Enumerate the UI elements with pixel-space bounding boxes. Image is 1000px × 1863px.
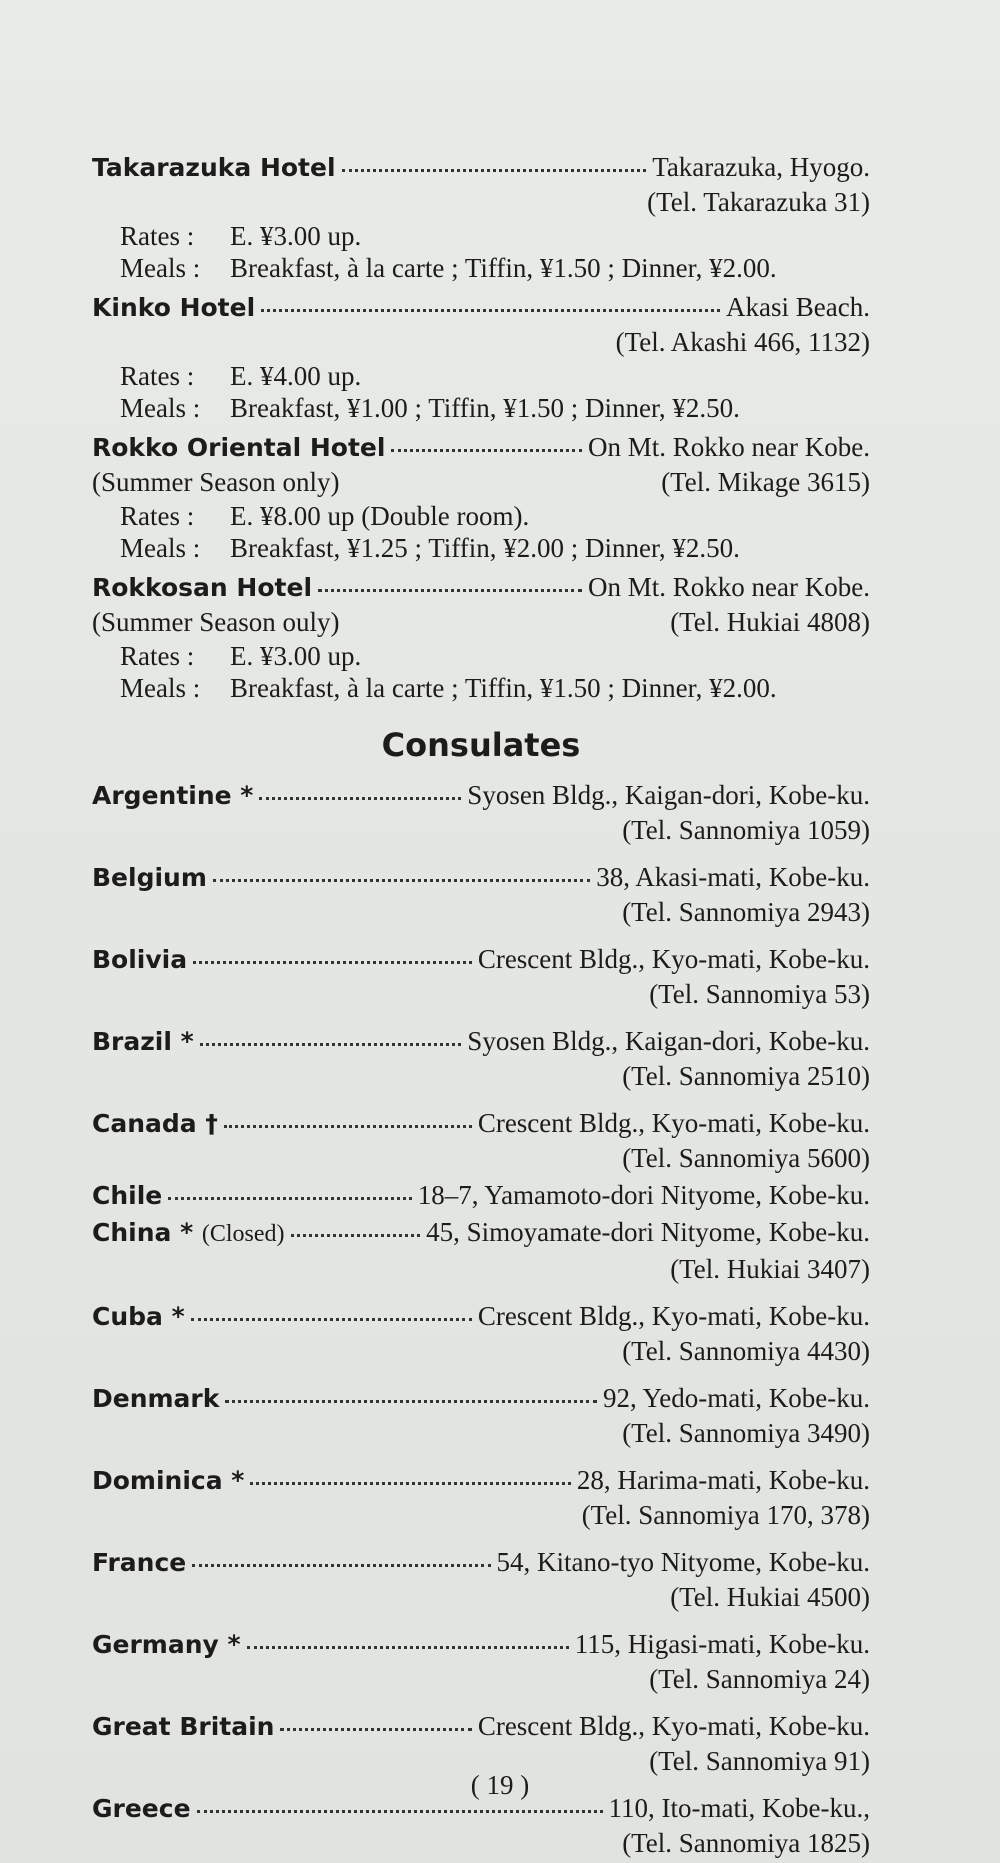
rates-value: E. ¥3.00 up.	[230, 221, 362, 251]
consulate-entry	[92, 860, 870, 930]
consulate-entry	[92, 942, 870, 1012]
rates-value: E. ¥3.00 up.	[230, 641, 362, 671]
hotel-meals	[92, 532, 870, 564]
consulate-entry	[92, 1545, 870, 1615]
consulate-telephone: (Tel. Sannomiya 2943)	[622, 897, 870, 927]
hotel-telephone: (Tel. Hukiai 4808)	[670, 607, 870, 637]
consulate-name: Argentine *	[92, 781, 254, 810]
consulate-entry	[92, 1381, 870, 1451]
hotel-meals	[92, 252, 870, 284]
consulate-name: Brazil *	[92, 1027, 194, 1056]
dot-leader	[259, 797, 461, 800]
dot-leader	[291, 1234, 421, 1237]
consulate-address: Syosen Bldg., Kaigan-dori, Kobe-ku.	[467, 1026, 870, 1056]
consulate-name	[92, 1215, 285, 1252]
consulate-name: Denmark	[92, 1384, 220, 1413]
consulate-name-text: China *	[92, 1218, 194, 1247]
hotel-meals	[92, 672, 870, 704]
consulate-name: Belgium	[92, 863, 207, 892]
consulate-address: 18–7, Yamamoto-dori Nityome, Kobe-ku.	[417, 1180, 870, 1210]
consulate-telephone: (Tel. Sannomiya 24)	[649, 1664, 870, 1694]
dot-leader	[342, 169, 647, 172]
meals-value: Breakfast, ¥1.00 ; Tiffin, ¥1.50 ; Dinner, ¥2.50.	[230, 393, 740, 423]
consulate-telephone: (Tel. Sannomiya 5600)	[622, 1143, 870, 1173]
hotel-season: (Summer Season ouly)	[92, 607, 340, 637]
consulate-entry	[92, 1627, 870, 1697]
consulate-entry	[92, 1709, 870, 1779]
rates-label: Rates :	[120, 221, 195, 251]
meals-value: Breakfast, à la carte ; Tiffin, ¥1.50 ; Dinner, ¥2.00.	[230, 673, 777, 703]
consulate-name: Cuba *	[92, 1302, 185, 1331]
dot-leader	[192, 1564, 490, 1567]
consulate-entry	[92, 1178, 870, 1213]
hotel-address: On Mt. Rokko near Kobe.	[588, 432, 870, 462]
consulate-telephone: (Tel. Sannomiya 53)	[649, 979, 870, 1009]
hotel-telephone: (Tel. Takarazuka 31)	[647, 187, 870, 217]
consulate-name: Great Britain	[92, 1712, 275, 1741]
consulate-address: 28, Harima-mati, Kobe-ku.	[576, 1465, 870, 1495]
consulate-telephone: (Tel. Sannomiya 91)	[649, 1746, 870, 1776]
rates-label: Rates :	[120, 641, 195, 671]
hotel-rates	[92, 360, 870, 392]
page-number: ( 19 )	[470, 1770, 530, 1800]
dot-leader	[213, 879, 590, 882]
consulate-telephone: (Tel. Sannomiya 1059)	[622, 815, 870, 845]
meals-label: Meals :	[120, 253, 201, 283]
consulate-name: France	[92, 1548, 187, 1577]
consulate-name: Chile	[92, 1181, 163, 1210]
consulate-address: Crescent Bldg., Kyo-mati, Kobe-ku.	[477, 1108, 870, 1138]
dot-leader	[197, 1810, 603, 1813]
dot-leader	[191, 1318, 472, 1321]
consulate-entry	[92, 1024, 870, 1094]
consulate-note: (Closed)	[201, 1221, 285, 1247]
consulate-name: Germany *	[92, 1630, 241, 1659]
meals-value: Breakfast, ¥1.25 ; Tiffin, ¥2.00 ; Dinner, ¥2.50.	[230, 533, 740, 563]
hotel-entry-rokko-oriental	[92, 430, 870, 564]
consulate-address: 115, Higasi-mati, Kobe-ku.	[574, 1629, 870, 1659]
dot-leader	[261, 309, 720, 312]
dot-leader	[247, 1646, 569, 1649]
consulate-name: Greece	[92, 1794, 191, 1823]
dot-leader	[193, 961, 472, 964]
hotel-address: Takarazuka, Hyogo.	[652, 152, 870, 182]
meals-label: Meals :	[120, 533, 201, 563]
dot-leader	[225, 1400, 597, 1403]
consulate-address: 54, Kitano-tyo Nityome, Kobe-ku.	[496, 1547, 870, 1577]
consulate-name: Canada †	[92, 1109, 218, 1138]
hotel-season: (Summer Season only)	[92, 467, 340, 497]
dot-leader	[280, 1728, 471, 1731]
hotel-name: Takarazuka Hotel	[92, 153, 336, 182]
meals-label: Meals :	[120, 393, 201, 423]
hotel-address: On Mt. Rokko near Kobe.	[588, 572, 870, 602]
consulate-address: Crescent Bldg., Kyo-mati, Kobe-ku.	[477, 944, 870, 974]
dot-leader	[224, 1125, 472, 1128]
consulate-name: Bolivia	[92, 945, 188, 974]
consulate-entry	[92, 1463, 870, 1533]
consulate-entry	[92, 1106, 870, 1176]
consulate-address: 92, Yedo-mati, Kobe-ku.	[603, 1383, 870, 1413]
dot-leader	[200, 1043, 462, 1046]
consulate-entry	[92, 1215, 870, 1287]
meals-label: Meals :	[120, 673, 201, 703]
consulate-telephone: (Tel. Sannomiya 2510)	[622, 1061, 870, 1091]
consulate-address: 45, Simoyamate-dori Nityome, Kobe-ku.	[426, 1217, 870, 1247]
consulate-telephone: (Tel. Sannomiya 170, 378)	[581, 1500, 870, 1530]
consulate-address: Crescent Bldg., Kyo-mati, Kobe-ku.	[477, 1301, 870, 1331]
consulate-telephone: (Tel. Hukiai 3407)	[670, 1254, 870, 1284]
consulate-telephone: (Tel. Sannomiya 1825)	[622, 1828, 870, 1858]
hotel-entry-kinko	[92, 290, 870, 424]
consulate-address: 110, Ito-mati, Kobe-ku.,	[608, 1793, 870, 1823]
consulate-telephone: (Tel. Sannomiya 4430)	[622, 1336, 870, 1366]
meals-value: Breakfast, à la carte ; Tiffin, ¥1.50 ; Dinner, ¥2.00.	[230, 253, 777, 283]
hotel-name: Kinko Hotel	[92, 293, 256, 322]
consulate-address: Crescent Bldg., Kyo-mati, Kobe-ku.	[477, 1711, 870, 1741]
consulate-entry	[92, 1791, 870, 1861]
dot-leader	[318, 589, 582, 592]
dot-leader	[168, 1197, 412, 1200]
dot-leader	[391, 449, 582, 452]
consulate-entry	[92, 1299, 870, 1369]
hotel-address: Akasi Beach.	[726, 292, 870, 322]
rates-label: Rates :	[120, 361, 195, 391]
hotel-rates	[92, 500, 870, 532]
hotel-name: Rokko Oriental Hotel	[92, 433, 386, 462]
hotel-entry-takarazuka	[92, 150, 870, 284]
consulate-entry	[92, 778, 870, 848]
consulate-telephone: (Tel. Hukiai 4500)	[670, 1582, 870, 1612]
hotel-rates	[92, 220, 870, 252]
hotel-telephone: (Tel. Mikage 3615)	[661, 467, 870, 497]
rates-value: E. ¥8.00 up (Double room).	[230, 501, 530, 531]
consulate-address: Syosen Bldg., Kaigan-dori, Kobe-ku.	[467, 780, 870, 810]
consulate-telephone: (Tel. Sannomiya 3490)	[622, 1418, 870, 1448]
consulate-address: 38, Akasi-mati, Kobe-ku.	[596, 862, 870, 892]
hotel-meals	[92, 392, 870, 424]
hotel-name: Rokkosan Hotel	[92, 573, 313, 602]
rates-label: Rates :	[120, 501, 195, 531]
rates-value: E. ¥4.00 up.	[230, 361, 362, 391]
hotel-telephone: (Tel. Akashi 466, 1132)	[615, 327, 870, 357]
hotel-rates	[92, 640, 870, 672]
consulate-name: Dominica *	[92, 1466, 245, 1495]
dot-leader	[250, 1482, 570, 1485]
hotel-entry-rokkosan	[92, 570, 870, 704]
section-title-consulates: Consulates	[381, 726, 581, 764]
